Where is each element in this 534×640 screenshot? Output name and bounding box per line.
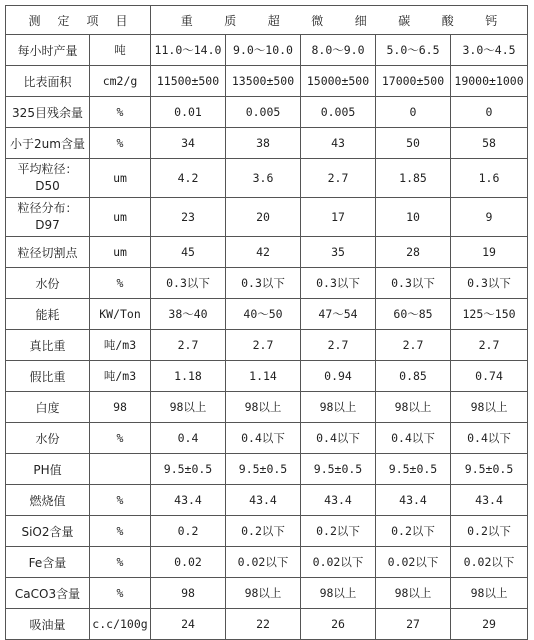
- value-cell: 0.2以下: [301, 516, 376, 547]
- value-cell: 43.4: [376, 485, 451, 516]
- header-label-char: 目: [115, 13, 128, 28]
- value-cell: 26: [301, 609, 376, 640]
- unit-cell: %: [90, 423, 151, 454]
- table-row: [6, 268, 528, 299]
- value-cell: 0.2以下: [451, 516, 528, 547]
- item-cell: Fe含量: [6, 547, 90, 578]
- value-cell: 1.14: [226, 361, 301, 392]
- value-cell: 1.6: [451, 159, 528, 198]
- item-cell: 燃烧值: [6, 485, 90, 516]
- value-cell: 42: [226, 237, 301, 268]
- header-title-char: 质: [224, 13, 237, 28]
- value-cell: 98: [151, 578, 226, 609]
- value-cell: 27: [376, 609, 451, 640]
- item-cell: 能耗: [6, 299, 90, 330]
- value-cell: 125～150: [451, 299, 528, 330]
- value-cell: 0.3以下: [226, 268, 301, 299]
- value-cell: 9.5±0.5: [151, 454, 226, 485]
- item-cell: 平均粒径： D50: [6, 159, 90, 198]
- header-title-cell: [151, 6, 528, 35]
- value-cell: 0.74: [451, 361, 528, 392]
- value-cell: 0.2以下: [376, 516, 451, 547]
- unit-cell: %: [90, 268, 151, 299]
- table-row: [6, 128, 528, 159]
- unit-cell: c.c/100g: [90, 609, 151, 640]
- value-cell: 0.94: [301, 361, 376, 392]
- value-cell: 9.5±0.5: [376, 454, 451, 485]
- value-cell: 28: [376, 237, 451, 268]
- table-row: [6, 454, 528, 485]
- item-cell: 白度: [6, 392, 90, 423]
- value-cell: 2.7: [226, 330, 301, 361]
- table-row: [6, 97, 528, 128]
- value-cell: 50: [376, 128, 451, 159]
- unit-cell: 98: [90, 392, 151, 423]
- header-title: [151, 12, 527, 29]
- unit-cell: %: [90, 485, 151, 516]
- unit-cell: KW/Ton: [90, 299, 151, 330]
- value-cell: 45: [151, 237, 226, 268]
- value-cell: 2.7: [301, 330, 376, 361]
- table-row: [6, 299, 528, 330]
- header-row: [6, 6, 528, 35]
- value-cell: 0.3以下: [376, 268, 451, 299]
- value-cell: 58: [451, 128, 528, 159]
- table-body: [6, 6, 528, 640]
- item-cell: CaCO3含量: [6, 578, 90, 609]
- unit-cell: um: [90, 237, 151, 268]
- value-cell: 0: [376, 97, 451, 128]
- header-title-char: 碳: [398, 13, 411, 28]
- item-cell: 假比重: [6, 361, 90, 392]
- value-cell: 11.0～14.0: [151, 35, 226, 66]
- value-cell: 0.2以下: [226, 516, 301, 547]
- unit-cell: um: [90, 159, 151, 198]
- value-cell: 0.4以下: [376, 423, 451, 454]
- item-cell: 真比重: [6, 330, 90, 361]
- header-title-char: 微: [311, 13, 324, 28]
- value-cell: 43: [301, 128, 376, 159]
- value-cell: 0.02以下: [376, 547, 451, 578]
- item-cell: 比表面积: [6, 66, 90, 97]
- unit-cell: 吨: [90, 35, 151, 66]
- value-cell: 0.02以下: [301, 547, 376, 578]
- value-cell: 98以上: [226, 578, 301, 609]
- value-cell: 0.02: [151, 547, 226, 578]
- value-cell: 2.7: [451, 330, 528, 361]
- value-cell: 98以上: [451, 392, 528, 423]
- unit-cell: %: [90, 128, 151, 159]
- header-title-char: 酸: [441, 13, 454, 28]
- value-cell: 24: [151, 609, 226, 640]
- table-row: [6, 609, 528, 640]
- header-title-char: 重: [180, 13, 193, 28]
- value-cell: 9.5±0.5: [226, 454, 301, 485]
- table-row: [6, 198, 528, 237]
- unit-cell: 吨/m3: [90, 361, 151, 392]
- value-cell: 40～50: [226, 299, 301, 330]
- value-cell: 98以上: [226, 392, 301, 423]
- value-cell: 60～85: [376, 299, 451, 330]
- header-label: [6, 12, 150, 29]
- value-cell: 0.02以下: [226, 547, 301, 578]
- value-cell: 3.6: [226, 159, 301, 198]
- unit-cell: %: [90, 578, 151, 609]
- unit-cell: %: [90, 547, 151, 578]
- value-cell: 0.4以下: [451, 423, 528, 454]
- item-cell: SiO2含量: [6, 516, 90, 547]
- value-cell: 3.0～4.5: [451, 35, 528, 66]
- table-row: [6, 485, 528, 516]
- unit-cell: %: [90, 97, 151, 128]
- item-cell: 小于2um含量: [6, 128, 90, 159]
- unit-cell: um: [90, 198, 151, 237]
- table-row: [6, 423, 528, 454]
- value-cell: 9.5±0.5: [301, 454, 376, 485]
- value-cell: 1.85: [376, 159, 451, 198]
- value-cell: 15000±500: [301, 66, 376, 97]
- value-cell: 34: [151, 128, 226, 159]
- value-cell: 11500±500: [151, 66, 226, 97]
- value-cell: 17: [301, 198, 376, 237]
- value-cell: 0.2: [151, 516, 226, 547]
- value-cell: 47～54: [301, 299, 376, 330]
- item-cell: 水份: [6, 423, 90, 454]
- value-cell: 9.5±0.5: [451, 454, 528, 485]
- value-cell: 0.01: [151, 97, 226, 128]
- value-cell: 9.0～10.0: [226, 35, 301, 66]
- value-cell: 35: [301, 237, 376, 268]
- item-cell: 每小时产量: [6, 35, 90, 66]
- header-label-char: 定: [57, 13, 70, 28]
- value-cell: 0.02以下: [451, 547, 528, 578]
- spec-table: [5, 5, 528, 640]
- value-cell: 98以上: [301, 392, 376, 423]
- value-cell: 0: [451, 97, 528, 128]
- value-cell: 2.7: [151, 330, 226, 361]
- item-cell: 粒径切割点: [6, 237, 90, 268]
- value-cell: 17000±500: [376, 66, 451, 97]
- value-cell: 0.3以下: [301, 268, 376, 299]
- value-cell: 2.7: [376, 330, 451, 361]
- value-cell: 4.2: [151, 159, 226, 198]
- value-cell: 19: [451, 237, 528, 268]
- value-cell: 2.7: [301, 159, 376, 198]
- unit-cell: 吨/m3: [90, 330, 151, 361]
- table-row: [6, 516, 528, 547]
- value-cell: 98以上: [451, 578, 528, 609]
- header-label-char: 测: [28, 13, 41, 28]
- value-cell: 22: [226, 609, 301, 640]
- header-title-char: 钙: [485, 13, 498, 28]
- value-cell: 0.005: [226, 97, 301, 128]
- item-cell: 吸油量: [6, 609, 90, 640]
- table-row: [6, 547, 528, 578]
- header-label-char: 项: [86, 13, 99, 28]
- table-row: [6, 330, 528, 361]
- value-cell: 9: [451, 198, 528, 237]
- value-cell: 20: [226, 198, 301, 237]
- header-label-cell: [6, 6, 151, 35]
- value-cell: 0.3以下: [151, 268, 226, 299]
- value-cell: 10: [376, 198, 451, 237]
- table-row: [6, 237, 528, 268]
- value-cell: 98以上: [301, 578, 376, 609]
- item-cell: 粒径分布： D97: [6, 198, 90, 237]
- table-row: [6, 392, 528, 423]
- value-cell: 19000±1000: [451, 66, 528, 97]
- value-cell: 29: [451, 609, 528, 640]
- item-cell: 325目残余量: [6, 97, 90, 128]
- value-cell: 5.0～6.5: [376, 35, 451, 66]
- value-cell: 0.4以下: [301, 423, 376, 454]
- value-cell: 98以上: [376, 578, 451, 609]
- value-cell: 43.4: [451, 485, 528, 516]
- value-cell: 0.005: [301, 97, 376, 128]
- header-title-char: 超: [267, 13, 280, 28]
- table-row: [6, 35, 528, 66]
- value-cell: 43.4: [226, 485, 301, 516]
- value-cell: 38～40: [151, 299, 226, 330]
- table-row: [6, 361, 528, 392]
- value-cell: 38: [226, 128, 301, 159]
- value-cell: 98以上: [151, 392, 226, 423]
- item-cell: 水份: [6, 268, 90, 299]
- value-cell: 43.4: [301, 485, 376, 516]
- value-cell: 23: [151, 198, 226, 237]
- table-row: [6, 66, 528, 97]
- value-cell: 13500±500: [226, 66, 301, 97]
- value-cell: 0.4以下: [226, 423, 301, 454]
- item-cell: PH值: [6, 454, 90, 485]
- value-cell: 0.85: [376, 361, 451, 392]
- value-cell: 0.3以下: [451, 268, 528, 299]
- value-cell: 0.4: [151, 423, 226, 454]
- table-row: [6, 159, 528, 198]
- value-cell: 1.18: [151, 361, 226, 392]
- unit-cell: [90, 454, 151, 485]
- header-title-char: 细: [354, 13, 367, 28]
- value-cell: 98以上: [376, 392, 451, 423]
- unit-cell: cm2/g: [90, 66, 151, 97]
- value-cell: 43.4: [151, 485, 226, 516]
- value-cell: 8.0～9.0: [301, 35, 376, 66]
- unit-cell: %: [90, 516, 151, 547]
